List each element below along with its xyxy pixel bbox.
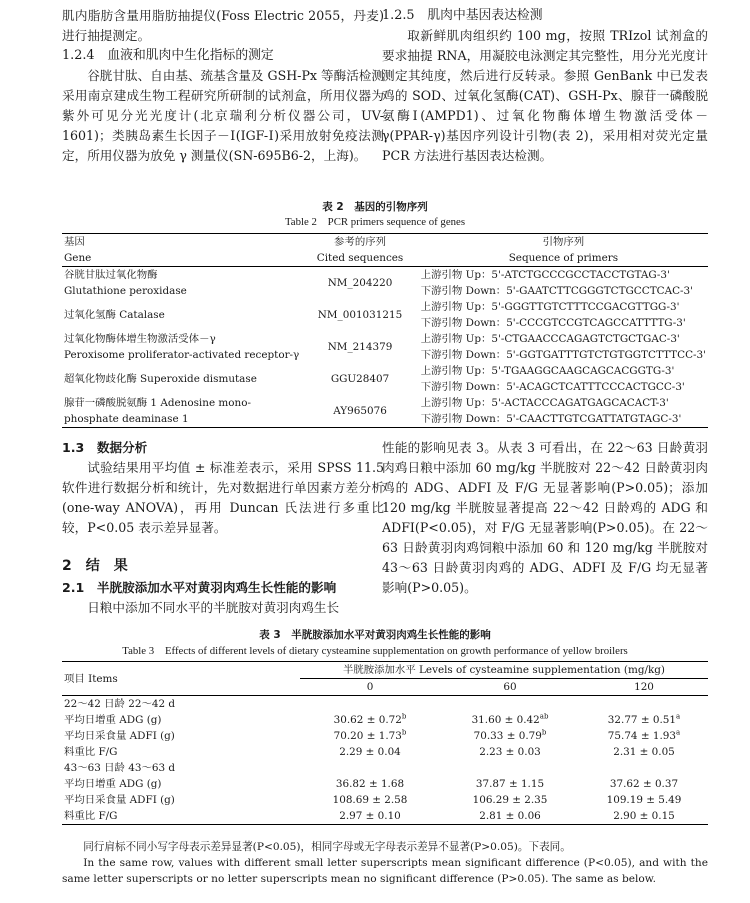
paragraph: 取新鲜肌肉组织约 100 mg，按照 TRIzol 试剂盒的要求抽提 RNA，用凝胶电泳测定其完整性，用分光光度计测定其纯度，然后进行反转录。参照 GenBank 中已发表鸡的 SOD、过氧化氢酶(CAT)、GSH-Px、腺苷一磷酸脱氨酶Ⅰ(AMPD1)、过氧化物酶体增生物激活受体－γ(PPAR-γ)基因序列设计引物(表 2)，采用相对荧光定量 PCR 方法进行基因表达检测。 <box>382 28 708 163</box>
table3-header-items: 项目 Items <box>64 672 118 685</box>
cell-value: 108.69 ± 2.58 <box>332 794 408 806</box>
table2-header-gene-cn: 基因 <box>64 236 85 248</box>
left-column-mid <box>62 438 384 618</box>
table2-gene-en: Peroxisome proliferator-activated receptor-γ <box>64 349 300 361</box>
paragraph: 肌内脂肪含量用脂肪抽提仪(Foss Electric 2055，丹麦)进行抽提测定。 <box>62 8 384 43</box>
table2-primer-up: 上游引物 Up：5'-ATCTGCCCGCCTACCTGTAG-3' <box>420 269 670 281</box>
cell-value: 2.29 ± 0.04 <box>339 746 401 758</box>
table-row <box>62 808 708 825</box>
cell-value: 2.90 ± 0.15 <box>613 810 675 822</box>
table2-ref: AY965076 <box>333 405 387 417</box>
table3-level-0: 0 <box>366 681 374 693</box>
table2-gene: 谷胱甘肽过氧化物酶 <box>64 269 158 281</box>
row-label: 料重比 F/G <box>64 746 118 758</box>
table3-caption-cn: 表 3 半胱胺添加水平对黄羽肉鸡生长性能的影响 <box>259 629 491 641</box>
table-row <box>62 728 708 744</box>
table2-caption-cn: 表 2 基因的引物序列 <box>322 201 428 213</box>
cell-value: 30.62 ± 0.72 <box>333 714 402 726</box>
cell-sup: b <box>401 728 407 737</box>
table2-gene-en: Glutathione peroxidase <box>64 285 187 297</box>
cell-value: 2.31 ± 0.05 <box>613 746 675 758</box>
row-label: 平均日采食量 ADFI (g) <box>64 730 175 742</box>
paragraph: 试验结果用平均值 ± 标准差表示，采用 SPSS 11.5 软件进行数据分析和统计，先对数据进行单因素方差分析(one-way ANOVA)，再用 Duncan 氏法进行多重比较，P<0.05 表示差异显著。 <box>62 460 384 535</box>
cell-value: 37.62 ± 0.37 <box>609 778 679 790</box>
table2-primer-up: 上游引物 Up：5'-TGAAGGCAAGCAGCACGGTG-3' <box>420 365 675 377</box>
table2-gene-en: phosphate deaminase 1 <box>64 413 189 425</box>
table2-primer-down: 下游引物 Down：5'-CAACTTGTCGATTATGTAGC-3' <box>420 413 682 425</box>
cell-sup: a <box>676 728 681 737</box>
cell-value: 109.19 ± 5.49 <box>606 794 682 806</box>
table3-level-120: 120 <box>634 681 654 693</box>
table-row <box>62 792 708 808</box>
cell-sup: b <box>541 728 547 737</box>
table2-gene: 超氧化物歧化酶 Superoxide dismutase <box>64 373 257 385</box>
paragraph: 性能的影响见表 3。从表 3 可看出，在 22～63 日龄黄羽肉鸡日粮中添加 60 mg/kg 半胱胺对 22～42 日龄黄羽肉鸡的 ADG、ADFI 及 F/G 无显著影响(P>0.05)；添加 120 mg/kg 半胱胺显著提高 22～42 日龄鸡的 ADG 和 ADFI(P<0.05)，对 F/G 无显著影响(P>0.05)。在 22～63 日龄黄羽肉鸡饲粮中添加 60 和 120 mg/kg 半胱胺对 43～63 日龄黄羽肉鸡的 ADG、ADFI 及 F/G 均无显著影响(P>0.05)。 <box>382 440 708 595</box>
table-row <box>62 744 708 760</box>
row-label: 平均日采食量 ADFI (g) <box>64 794 175 806</box>
table2-ref: NM_204220 <box>327 277 393 289</box>
section-heading-1-2-5: 1.2.5 肌肉中基因表达检测 <box>382 8 543 23</box>
table3-note-cn: 同行肩标不同小写字母表示差异显著(P<0.05)，相同字母或无字母表示差异不显著(P>0.05)。下表同。 <box>83 841 571 853</box>
table3-section-title: 22～42 日龄 22～42 d <box>64 698 176 710</box>
paragraph: 谷胱甘肽、自由基、巯基含量及 GSH-Px 等酶活检测采用南京建成生物工程研究所研制的试剂盒，所用仪器为紫外可见分光光度计(北京瑞利分析仪器公司，UV-1601)；类胰岛素生长因子－Ⅰ(IGF-Ⅰ)采用放射免疫法测定，所用仪器为放免 γ 测量仪(SN-695B6-2，上海)。 <box>62 68 384 163</box>
table2-ref: GGU28407 <box>330 373 390 385</box>
right-column-top <box>382 6 708 166</box>
table2-header-ref-cn: 参考的序列 <box>334 236 386 248</box>
table2-primer-down: 下游引物 Down：5'-CCCGTCCGTCAGCCATTTTG-3' <box>420 317 686 329</box>
row-label: 料重比 F/G <box>64 810 118 822</box>
cell-value: 2.81 ± 0.06 <box>479 810 541 822</box>
row-label: 平均日增重 ADG (g) <box>64 778 162 790</box>
table2-primer-up: 上游引物 Up：5'-GGGTTGTCTTTCCGACGTTGG-3' <box>420 301 680 313</box>
table2-gene: 腺苷一磷酸脱氨酶 1 Adenosine mono- <box>64 397 251 409</box>
table-row <box>62 712 708 728</box>
paragraph: 日粮中添加不同水平的半胱胺对黄羽肉鸡生长 <box>87 600 340 615</box>
table2-header-ref-en: Cited sequences <box>316 252 404 264</box>
table3-section <box>62 760 708 825</box>
table2-caption-en: Table 2 PCR primers sequence of genes <box>284 216 466 228</box>
table2-gene: 过氧化物酶体增生物激活受体－γ <box>64 333 216 345</box>
table2-header-primer-cn: 引物序列 <box>542 236 585 248</box>
table2-primer-up: 上游引物 Up：5'-ACTACCCAGATGAGCACACT-3' <box>420 397 669 409</box>
table3-level-60: 60 <box>503 681 517 693</box>
table2-primer-down: 下游引物 Down：5'-ACAGCTCATTTCCCACTGCC-3' <box>420 381 685 393</box>
table2-ref: NM_001031215 <box>317 309 403 321</box>
cell-value: 31.60 ± 0.42 <box>471 714 540 726</box>
table2-primer-down: 下游引物 Down：5'-GGTGATTTGTCTGTGGTCTTTCC-3' <box>420 349 706 361</box>
section-heading-2: 2 结 果 <box>62 558 128 574</box>
table3-notes <box>62 839 708 887</box>
cell-value: 106.29 ± 2.35 <box>472 794 548 806</box>
table2-gene: 过氧化氢酶 Catalase <box>64 309 165 321</box>
row-label: 平均日增重 ADG (g) <box>64 714 162 726</box>
table2-header-primer-en: Sequence of primers <box>508 252 619 264</box>
cell-value: 32.77 ± 0.51 <box>607 714 676 726</box>
cell-sup: a <box>676 712 681 721</box>
table3-section-title: 43～63 日龄 43～63 d <box>64 762 176 774</box>
table-row <box>62 776 708 792</box>
cell-value: 70.20 ± 1.73 <box>333 730 402 742</box>
table2-header-gene-en: Gene <box>64 252 92 264</box>
left-column-top <box>62 6 384 166</box>
cell-sup: b <box>401 712 407 721</box>
cell-sup: ab <box>539 712 549 721</box>
table2-ref: NM_214379 <box>327 341 393 353</box>
table3-note-en: In the same row, values with different small letter superscripts mean significant difference (P<0.05), and with the same letter superscripts or no letter superscripts mean no significant difference (P>0.05). The same as below. <box>62 857 708 885</box>
cell-value: 2.97 ± 0.10 <box>339 810 401 822</box>
right-column-mid <box>382 438 708 598</box>
section-heading-2-1: 2.1 半胱胺添加水平对黄羽肉鸡生长性能的影响 <box>62 580 337 595</box>
cell-value: 36.82 ± 1.68 <box>335 778 405 790</box>
cell-value: 70.33 ± 0.79 <box>473 730 542 742</box>
table3-caption-en: Table 3 Effects of different levels of dietary cysteamine supplementation on growth performance of yellow broilers <box>122 645 628 657</box>
table2-primer-up: 上游引物 Up：5'-CTGAACCCAGAGTCTGCTGAC-3' <box>420 333 680 345</box>
section-heading-1-3: 1.3 数据分析 <box>62 440 148 455</box>
table3-section <box>62 696 708 761</box>
table2-primer-down: 下游引物 Down：5'-GAATCTTCGGGTCTGCCTCAC-3' <box>420 285 694 297</box>
section-heading-1-2-4: 1.2.4 血液和肌肉中生化指标的测定 <box>62 48 274 63</box>
table3-header-levels: 半胱胺添加水平 Levels of cysteamine supplementation (mg/kg) <box>300 662 708 679</box>
cell-value: 2.23 ± 0.03 <box>479 746 541 758</box>
table3 <box>62 661 708 825</box>
cell-value: 75.74 ± 1.93 <box>607 730 676 742</box>
table2 <box>62 233 708 428</box>
cell-value: 37.87 ± 1.15 <box>475 778 545 790</box>
